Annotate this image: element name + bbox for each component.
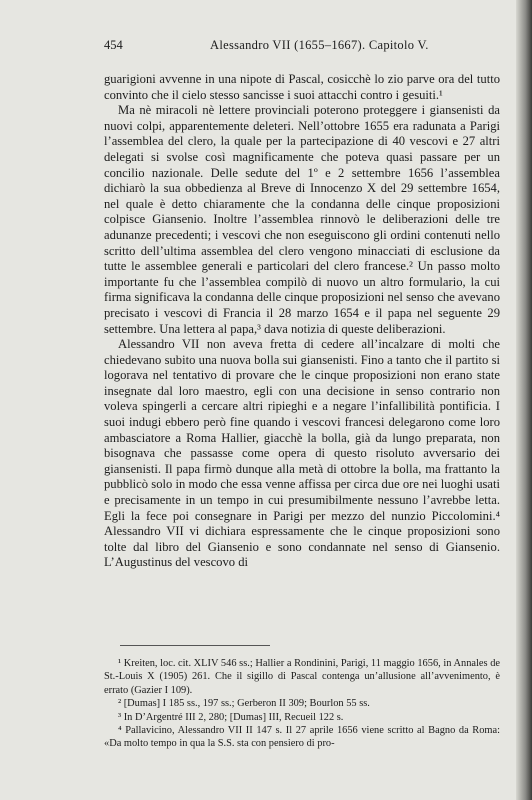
footnotes <box>104 657 500 751</box>
footnote: ⁴ Pallavicino, Alessandro VII II 147 s. Il 27 aprile 1656 viene scritto al Bagno da Roma: «Da molto tempo in qua la S.S. sta con pensiero di pro- <box>104 725 500 750</box>
footnote: ² [Dumas] I 185 ss., 197 ss.; Gerberon II 309; Bourlon 55 ss. <box>118 698 370 710</box>
footnote: ³ In D’Argentré III 2, 280; [Dumas] III, Recueil 122 s. <box>118 711 344 723</box>
paragraph: Ma nè miracoli nè lettere provinciali poterono proteggere i giansenisti da nuovi colpi, apparentemente deleteri. Nell’ottobre 1655 era radunata a Parigi l’assemblea del clero, la quale per la partecipazione di 40 vescovi e 27 altri delegati si svolse così magnificamente che poteva quasi passare per un concilio nazionale. Delle sedute del 1º e 2 settembre 1656 l’assemblea dichiarò la sua obbedienza al Breve di Innocenzo X del 29 settembre 1654, nel quale è detto chiaramente che la condanna delle cinque proposizioni colpisce Giansenio. Inoltre l’assemblea rinnovò le deliberazioni delle tre adunanze precedenti; i vescovi che non eseguiscono gli ordini contenuti nello scritto dell’ultima assemblea del clero vengono minacciati di esclusione da tutte le assemblee generali e particolari del clero francese.² Un passo molto importante fu che l’assemblea compilò di nuovo un altro formulario, la cui firma significava la condanna delle cinque proposizioni nel senso che avevano precisato i vescovi di Francia il 28 marzo 1654 e il papa nel seguente 29 settembre. Una lettera al papa,³ dava notizia di queste deliberazioni. <box>104 103 500 336</box>
paragraph: Alessandro VII non aveva fretta di cedere all’incalzare di molti che chiedevano subito una nuova bolla sui giansenisti. Fino a tanto che il partito si logorava nel tentativo di provare che le cinque proposizioni non erano state insegnate dal loro maestro, egli con una decisione in senso contrario non voleva spingerli a cercare altri ripieghi e a negare l’infallibilità pontificia. I suoi indugi ebbero però fine quando i vescovi francesi delegarono come loro ambasciatore a Roma Hallier, giacchè la bolla, già da lungo preparata, non bisognava che passasse come opera di questo risoluto avversario dei giansenisti. Il papa firmò dunque alla metà di ottobre la bolla, ma frattanto la pubblicò solo in modo che essa venne affissa per circa due ore nei luoghi usati e precisamente in un tempo in cui presumibilmente nessuno l’avrebbe letta. Egli la fece poi consegnare in Parigi per mezzo del nunzio Piccolomini.⁴ Alessandro VII vi dichiara espressamente che le cinque proposizioni sono tolte dal libro del Giansenio e sono condannate nel senso di Giansenio. L’Augustinus del vescovo di <box>104 337 500 570</box>
page-header <box>104 38 504 58</box>
body-text <box>104 72 500 571</box>
footnote: ¹ Kreiten, loc. cit. XLIV 546 ss.; Hallier a Rondinini, Parigi, 11 maggio 1656, in Annales de St.-Louis X (1905) 261. Che il sigillo di Pascal contenga un’allusione all’avvenimento, è errato (Gazier I 109). <box>104 658 500 696</box>
page-number: 454 <box>104 38 123 52</box>
running-head: Alessandro VII (1655–1667). Capitolo V. <box>210 38 429 52</box>
book-binding-edge <box>516 0 532 800</box>
footnote-divider <box>120 645 270 646</box>
paragraph: guarigioni avvenne in una nipote di Pascal, cosicchè lo zio parve ora del tutto convinto che il cielo stesso sancisse i suoi attacchi contro i gesuiti.¹ <box>104 72 500 102</box>
